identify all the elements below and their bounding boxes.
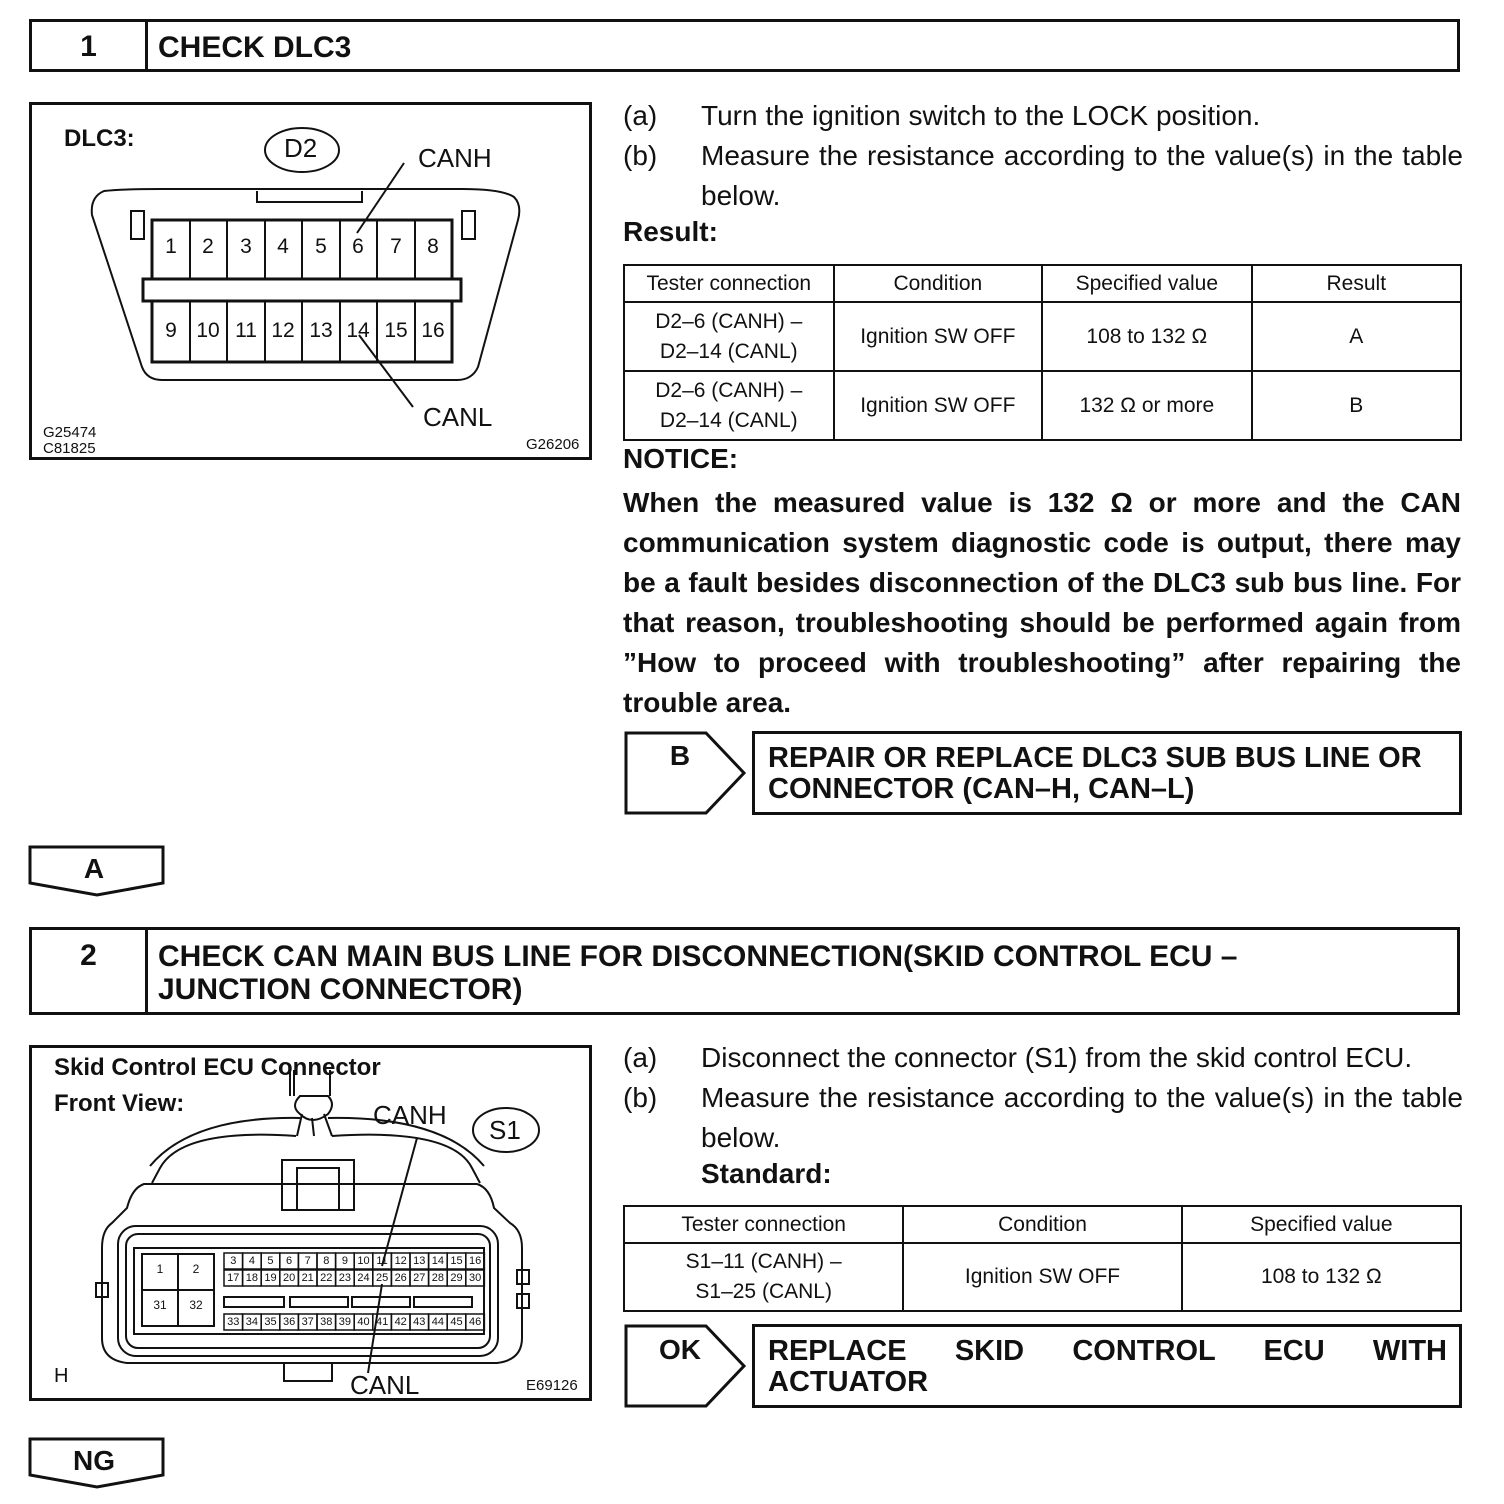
ecu-pin-21: 21 [301,1272,314,1284]
ecu-pin-5: 5 [267,1255,274,1267]
ecu-pin-42: 42 [394,1316,407,1328]
branch-b-arrow [624,731,748,815]
ecu-connector-figure [29,1045,592,1401]
next-ng-arrow [28,1437,166,1489]
instruction-marker: (a) [623,1042,658,1073]
cell-line: D2–14 (CANL) [659,339,798,363]
step2-instructions [623,1038,1463,1158]
cell-line: D2–6 (CANH) – [655,309,803,333]
dlc3-pin-2: 2 [202,235,214,258]
ecu-pin-11: 11 [376,1255,388,1267]
dlc3-pin-14: 14 [346,319,370,342]
step-number: 1 [32,22,148,69]
instruction-text: Measure the resistance according to the value(s) in the table below. [701,1082,1463,1153]
ecu-pin-18: 18 [245,1272,259,1284]
ecu-pin-27: 27 [413,1272,426,1284]
ecu-pin-37: 37 [301,1316,314,1328]
instruction-text: Disconnect the connector (S1) from the skid control ECU. [701,1042,1413,1073]
dlc3-pin-16: 16 [421,319,445,342]
table-row [624,302,1461,371]
ecu-figure-label-1: Skid Control ECU Connector [54,1054,381,1081]
action-line: REPAIR OR REPLACE DLC3 SUB BUS LINE OR [768,742,1422,774]
cell-line: S1–11 (CANH) – [685,1250,842,1273]
ecu-pin-32: 32 [189,1298,203,1312]
ecu-pin-8: 8 [323,1255,330,1267]
action-line: CONNECTOR (CAN–H, CAN–L) [768,773,1195,805]
table-row [624,371,1461,440]
dlc3-pin-13: 13 [309,319,333,342]
instruction-b [623,1078,1463,1158]
table-header: Specified value [1182,1206,1461,1243]
ecu-pin-23: 23 [338,1272,352,1284]
ecu-pin-4: 4 [248,1255,255,1267]
step1-instructions [623,96,1463,216]
canl-label: CANL [350,1370,420,1400]
ecu-pin-12: 12 [394,1255,407,1267]
ecu-pin-29: 29 [450,1272,463,1284]
ecu-pin-34: 34 [245,1316,259,1328]
dlc3-pin-9: 9 [165,319,177,342]
table-cell-value: 108 to 132 Ω [1182,1243,1461,1311]
ecu-pin-45: 45 [450,1316,463,1328]
canh-label: CANH [418,143,492,173]
dlc3-pin-12: 12 [271,319,295,342]
dlc3-pin-11: 11 [235,319,257,342]
dlc3-pin-15: 15 [384,319,408,342]
dlc3-pin-8: 8 [427,235,439,258]
table-cell-value: 132 Ω or more [1042,371,1252,440]
action-line: REPLACE SKID CONTROL ECU WITH [768,1335,1447,1367]
instruction-marker: (b) [623,140,658,171]
table-header: Condition [834,265,1043,302]
ecu-pin-7: 7 [304,1255,311,1267]
table-header: Tester connection [624,265,834,302]
ecu-pin-41: 41 [375,1316,389,1328]
ecu-pin-20: 20 [282,1272,296,1284]
ecu-pin-44: 44 [431,1316,445,1328]
dlc3-pin-1: 1 [165,235,177,258]
next-a-arrow [28,845,166,897]
ecu-pin-6: 6 [286,1255,293,1267]
ecu-pin-15: 15 [450,1255,463,1267]
connector-id-s1: S1 [489,1115,521,1145]
ecu-pin-28: 28 [431,1272,445,1284]
ecu-pin-39: 39 [338,1316,352,1328]
standard-label: Standard: [701,1158,832,1189]
ecu-pin-40: 40 [357,1316,370,1328]
title-line: CHECK CAN MAIN BUS LINE FOR DISCONNECTION(SKID CONTROL ECU – [158,940,1238,973]
canh-label: CANH [373,1100,447,1130]
instruction-b [623,136,1463,216]
ecu-pin-25: 25 [375,1272,389,1284]
ecu-pin-1: 1 [156,1262,164,1276]
connector-id-d2: D2 [284,133,318,163]
figure-code: E69126 [526,1377,578,1394]
ecu-pin-10: 10 [357,1255,370,1267]
dlc3-pin-5: 5 [315,235,327,258]
ecu-pin-38: 38 [320,1316,333,1328]
table-header: Result [1252,265,1461,302]
figure-code-3: G26206 [526,436,580,453]
table-row [624,1243,1461,1311]
table-cell-condition: Ignition SW OFF [834,302,1043,371]
ecu-pin-31: 31 [153,1298,167,1312]
table-header: Tester connection [624,1206,903,1243]
cell-line: D2–6 (CANH) – [655,378,803,402]
ecu-pin-14: 14 [431,1255,445,1267]
table-cell-connection [624,1243,903,1311]
ecu-pin-2: 2 [192,1262,200,1276]
ecu-pin-3: 3 [230,1255,237,1267]
ecu-pin-26: 26 [394,1272,407,1284]
table-cell-result: A [1252,302,1461,371]
table-header: Specified value [1042,265,1252,302]
dlc3-label: DLC3: [64,125,135,152]
table-cell-result: B [1252,371,1461,440]
ecu-pin-13: 13 [413,1255,426,1267]
title-line: JUNCTION CONNECTOR) [158,973,523,1006]
result-label: Result: [623,216,718,247]
notice-label: NOTICE: [623,443,739,474]
table-cell-condition: Ignition SW OFF [903,1243,1181,1311]
table-cell-connection [624,371,834,440]
canl-label: CANL [423,402,493,432]
ecu-pin-36: 36 [282,1316,296,1328]
action-line: ACTUATOR [768,1366,929,1398]
instruction-text: Turn the ignition switch to the LOCK position. [701,100,1261,131]
instruction-marker: (a) [623,100,658,131]
ecu-pin-33: 33 [227,1316,240,1328]
figure-code-1: G25474 [43,424,97,441]
ecu-pin-35: 35 [264,1316,277,1328]
dlc3-pin-3: 3 [240,235,252,258]
step-number: 2 [32,930,148,1012]
table-cell-connection [624,302,834,371]
ecu-pin-22: 22 [320,1272,333,1284]
dlc3-pin-7: 7 [390,235,402,258]
step-title [158,940,1449,1006]
instruction-a [623,96,1463,136]
table-header: Condition [903,1206,1181,1243]
ecu-pin-30: 30 [468,1272,482,1284]
step-1-header [29,19,1460,72]
next-label: NG [73,1445,115,1476]
standard-table [623,1205,1462,1312]
ecu-figure-label-2: Front View: [54,1090,185,1117]
step-title: CHECK DLC3 [158,31,352,64]
step-2-header [29,927,1460,1015]
result-table [623,264,1462,441]
ecu-pin-19: 19 [264,1272,277,1284]
cell-line: S1–25 (CANL) [695,1280,832,1303]
notice-text: When the measured value is 132 Ω or more and the CAN communication system diagnostic code is output, there may be a fault besides disconnection of the DLC3 sub bus line. For that reason, troubleshooting should be performed again from ”How to proceed with troubleshooting” after repairing the trouble area. [623,487,1461,718]
dlc3-pin-4: 4 [277,235,289,258]
dlc3-pin-6: 6 [352,235,364,258]
instruction-marker: (b) [623,1082,658,1113]
branch-ok-arrow [624,1324,748,1408]
dlc3-figure [29,102,592,460]
instruction-a [623,1038,1463,1078]
ecu-pin-16: 16 [468,1255,482,1267]
instruction-text: Measure the resistance according to the value(s) in the table below. [701,140,1463,211]
corner-label: H [54,1365,69,1387]
figure-code-2: C81825 [43,440,96,457]
table-cell-value: 108 to 132 Ω [1042,302,1252,371]
cell-line: D2–14 (CANL) [659,408,798,432]
branch-label: B [669,740,691,771]
branch-label: OK [659,1334,701,1365]
ecu-pin-46: 46 [468,1316,482,1328]
branch-b-action [752,731,1462,815]
next-label: A [83,853,105,884]
ecu-pin-43: 43 [413,1316,426,1328]
ecu-pin-17: 17 [227,1272,240,1284]
branch-ok-action [752,1324,1462,1408]
ecu-pin-9: 9 [341,1255,348,1267]
ecu-pin-24: 24 [357,1272,370,1284]
dlc3-pin-10: 10 [196,319,220,342]
table-cell-condition: Ignition SW OFF [834,371,1043,440]
